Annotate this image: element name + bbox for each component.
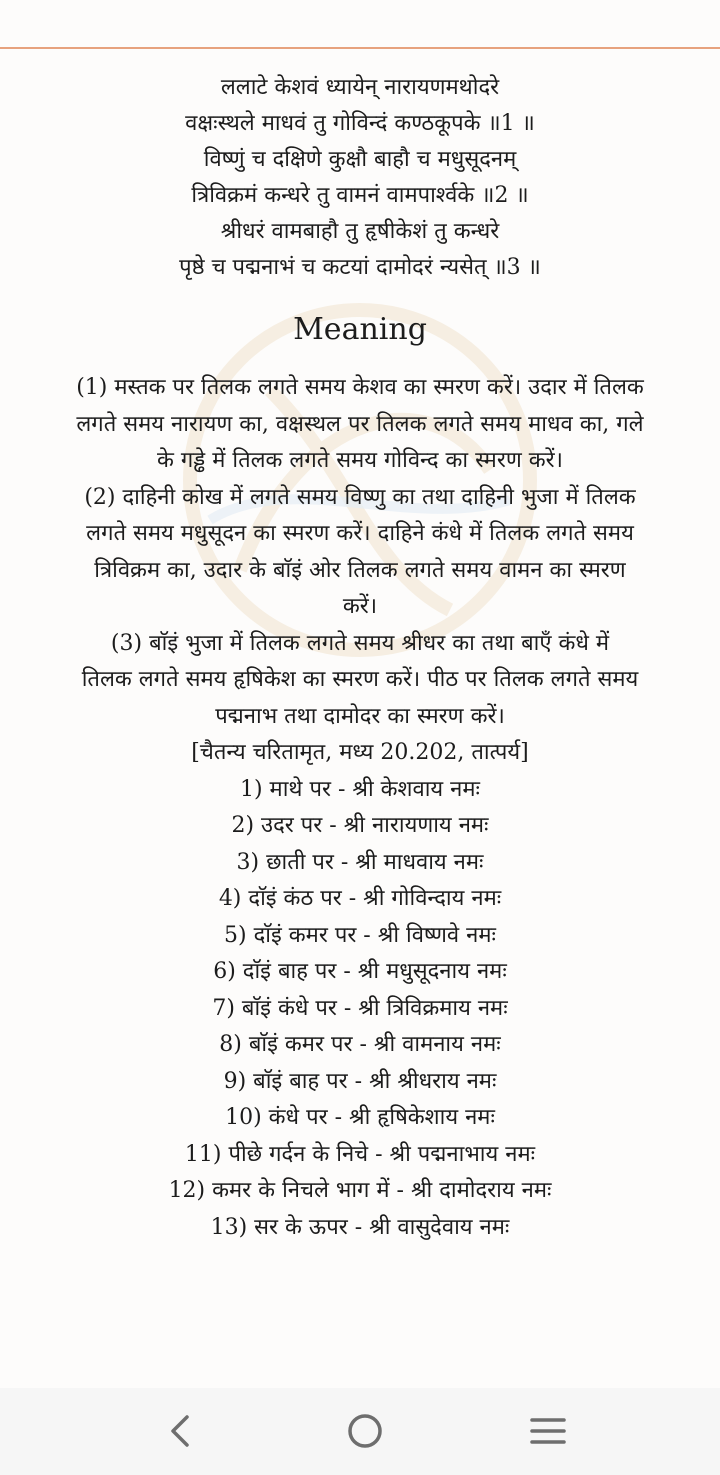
top-divider: [0, 47, 720, 49]
citation: [चैतन्य चरितामृत, मध्य 20.202, तात्पर्य]: [191, 740, 529, 765]
meaning-line: पद्मनाभ तथा दामोदर का स्मरण करें।: [215, 703, 505, 729]
tilak-list-item: 9) बाॅइं बाह पर - श्री श्रीधराय नमः: [223, 1068, 497, 1094]
tilak-list-item: 10) कंधे पर - श्री हृषिकेशाय नमः: [225, 1105, 495, 1130]
tilak-list-item: 3) छाती पर - श्री माधवाय नमः: [236, 849, 484, 875]
verse-line: विष्णुं च दक्षिणे कुक्षौ बाहौ च मधुसूदनम्: [203, 147, 517, 172]
meaning-line: लगते समय नारायण का, वक्षस्थल पर तिलक लगते समय माधव का, गले: [76, 411, 644, 437]
verse-line: त्रिविक्रमं कन्धरे तु वामनं वामपार्श्वके ॥2 ॥: [191, 183, 529, 208]
recents-button[interactable]: [518, 1406, 578, 1456]
recents-menu-icon: [528, 1414, 568, 1448]
tilak-list-item: 1) माथे पर - श्री केशवाय नमः: [239, 776, 480, 802]
meaning-line: के गड्ढे में तिलक लगते समय गोविन्द का स्मरण करें।: [157, 448, 563, 473]
meaning-line: लगते समय मधुसूदन का स्मरण करें। दाहिने कंधे में तिलक लगते समय: [86, 521, 634, 546]
meaning-line: तिलक लगते समय हृषिकेश का स्मरण करें। पीठ पर तिलक लगते समय: [81, 667, 639, 692]
verse-line: पृष्ठे च पद्मनाभं च कटयां दामोदरं न्यसेत् ॥3 ॥: [179, 255, 541, 280]
back-button[interactable]: [150, 1406, 210, 1456]
meaning-line: करें।: [342, 594, 378, 619]
tilak-list-item: 11) पीछे गर्दन के निचे - श्री पद्मनाभाय नमः: [184, 1141, 536, 1167]
verse-line: ललाटे केशवं ध्यायेन् नारायणमथोदरे: [220, 75, 500, 100]
verse-line: श्रीधरं वामबाहौ तु हृषीकेशं तु कन्धरे: [220, 219, 500, 244]
meaning-line: त्रिविक्रम का, उदार के बाॅइं ओर तिलक लगते समय वामन का स्मरण: [94, 557, 626, 583]
tilak-list-item: 7) बाॅइं कंधे पर - श्री त्रिविक्रमाय नमः: [212, 995, 508, 1021]
meaning-line: (1) मस्तक पर तिलक लगते समय केशव का स्मरण करें। उदार में तिलक: [76, 375, 644, 400]
tilak-list-item: 12) कमर के निचले भाग में - श्री दामोदराय नमः: [168, 1178, 552, 1203]
tilak-list-item: 8) बाॅइं कमर पर - श्री वामनाय नमः: [219, 1032, 501, 1057]
tilak-list-item: 5) दाॅइं कमर पर - श्री विष्णवे नमः: [224, 922, 496, 948]
meaning-heading: Meaning: [293, 312, 427, 347]
verse-line: वक्षःस्थले माधवं तु गोविन्दं कण्ठकूपके ॥1 ॥: [185, 111, 535, 136]
home-circle-icon: [345, 1411, 385, 1451]
meaning-line: (3) बाॅइं भुजा में तिलक लगते समय श्रीधर का तथा बाएँ कंधे में: [110, 630, 610, 656]
meaning-line: (2) दाहिनी कोख में लगते समय विष्णु का तथा दाहिनी भुजा में तिलक: [84, 484, 636, 510]
tilak-list-item: 4) दाॅइं कंठ पर - श्री गोविन्दाय नमः: [218, 886, 502, 911]
main-content: [0, 70, 720, 1246]
tilak-list-item: 6) दाॅइं बाह पर - श्री मधुसूदनाय नमः: [213, 959, 507, 984]
back-chevron-icon: [165, 1413, 195, 1449]
system-navigation-bar: [0, 1388, 720, 1475]
tilak-list-item: 13) सर के ऊपर - श्री वासुदेवाय नमः: [210, 1214, 510, 1240]
tilak-list-item: 2) उदर पर - श्री नारायणाय नमः: [231, 813, 489, 838]
home-button[interactable]: [335, 1406, 395, 1456]
